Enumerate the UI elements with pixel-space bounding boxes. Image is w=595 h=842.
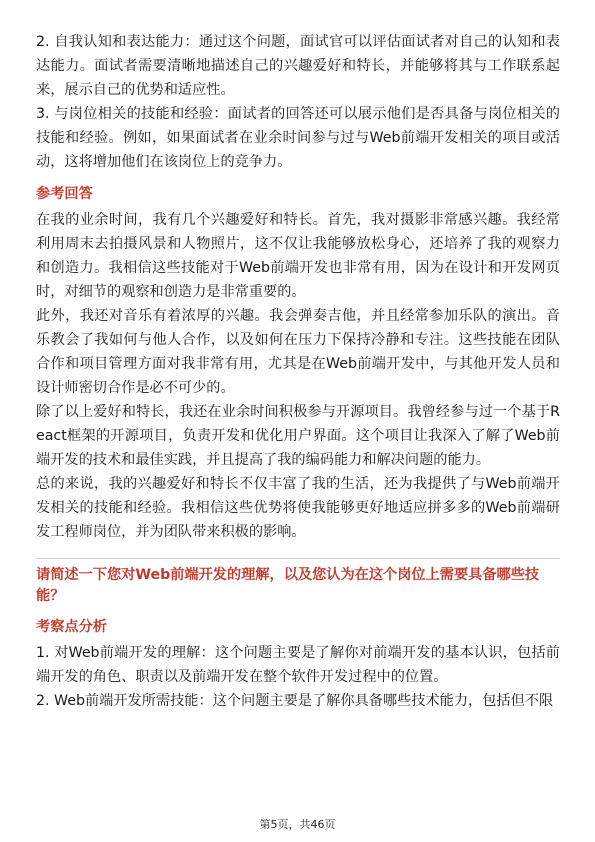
reference-answer-heading: 参考回答 [36, 186, 93, 202]
question-title: 请简述一下您对Web前端开发的理解，以及您认为在这个岗位上需要具备哪些技能？ [36, 567, 540, 604]
intro-point: 2. 自我认知和表达能力：通过这个问题，面试官可以评估面试者对自己的认知和表达能力。面试者需要清晰地描述自己的兴趣爱好和特长，并能够将其与工作联系起来，展示自己的优势和适应性。 [36, 34, 560, 98]
answer-paragraph: 总的来说，我的兴趣爱好和特长不仅丰富了我的生活，还为我提供了与Web前端开发相关的技能和经验。我相信这些优势将使我能够更好地适应拼多多的Web前端研发工程师岗位，并为团队带来积极的影响。 [36, 476, 560, 540]
analysis-point: 1. 对Web前端开发的理解：这个问题主要是了解你对前端开发的基本认识，包括前端开发的角色、职责以及前端开发在整个软件开发过程中的位置。 [36, 645, 560, 685]
section-divider [36, 558, 560, 559]
analysis-point: 2. Web前端开发所需技能：这个问题主要是了解你具备哪些技术能力，包括但不限 [36, 693, 554, 709]
intro-point: 3. 与岗位相关的技能和经验：面试者的回答还可以展示他们是否具备与岗位相关的技能和经验。例如，如果面试者在业余时间参与过与Web前端开发相关的项目或活动，这将增加他们在该岗位上的竞争力。 [36, 106, 560, 170]
page-content [36, 30, 560, 713]
analysis-heading: 考察点分析 [36, 619, 107, 635]
answer-paragraph: 此外，我还对音乐有着浓厚的兴趣。我会弹奏吉他，并且经常参加乐队的演出。音乐教会了我如何与他人合作，以及如何在压力下保持冷静和专注。这些技能在团队合作和项目管理方面对我非常有用，尤其是在Web前端开发中，与其他开发人员和设计师密切合作是必不可少的。 [36, 308, 560, 396]
answer-paragraph: 除了以上爱好和特长，我还在业余时间积极参与开源项目。我曾经参与过一个基于React框架的开源项目，负责开发和优化用户界面。这个项目让我深入了解了Web前端开发的技术和最佳实践，并且提高了我的编码能力和解决问题的能力。 [36, 404, 560, 468]
answer-paragraph: 在我的业余时间，我有几个兴趣爱好和特长。首先，我对摄影非常感兴趣。我经常利用周末去拍摄风景和人物照片，这不仅让我能够放松身心，还培养了我的观察力和创造力。我相信这些技能对于Web前端开发也非常有用，因为在设计和开发网页时，对细节的观察和创造力是非常重要的。 [36, 212, 560, 300]
page-footer: 第5页，共46页 [259, 818, 336, 831]
